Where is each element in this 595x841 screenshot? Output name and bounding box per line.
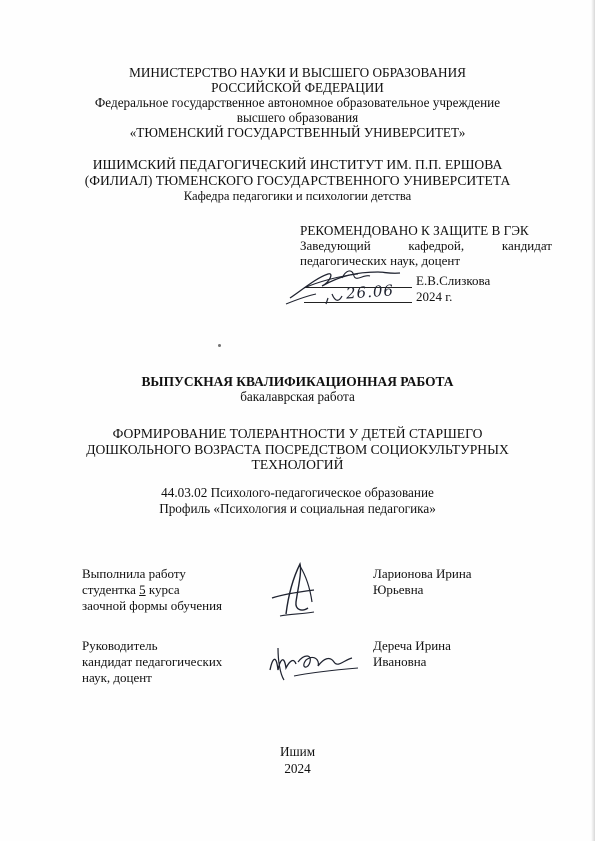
- recommendation-title: РЕКОМЕНДОВАНО К ЗАЩИТЕ В ГЭК: [300, 223, 529, 238]
- ministry-header: [0, 65, 595, 140]
- institute-line-1: ИШИМСКИЙ ПЕДАГОГИЧЕСКИЙ ИНСТИТУТ ИМ. П.П. ЕРШОВА: [92, 157, 503, 172]
- footer-year: 2024: [284, 761, 311, 776]
- topic-line-3: ТЕХНОЛОГИЙ: [251, 457, 344, 472]
- institute-header: [0, 157, 595, 203]
- supervisor-name-1: Дереча Ирина: [373, 638, 451, 653]
- author-name-1: Ларионова Ирина: [373, 566, 472, 581]
- head-degree: педагогических наук, доцент: [300, 253, 461, 268]
- supervisor-label-3: наук, доцент: [82, 670, 152, 685]
- head-word-2: кафедрой,: [408, 238, 465, 253]
- supervisor-label-1: Руководитель: [82, 638, 158, 653]
- course-number: 5: [139, 582, 146, 597]
- author-label-1: Выполнила работу: [82, 566, 186, 581]
- specialty-profile: Профиль «Психология и социальная педагогика»: [159, 501, 436, 516]
- institute-line-2: (ФИЛИАЛ) ТЮМЕНСКОГО ГОСУДАРСТВЕННОГО УНИВЕРСИТЕТА: [84, 173, 511, 188]
- author-labels: [82, 566, 222, 614]
- department-name: Кафедра педагогики и психологии детства: [183, 189, 412, 203]
- thesis-topic: [0, 426, 595, 473]
- author-label-2: студентка 5 курса: [82, 582, 180, 597]
- recommendation-block: [300, 223, 552, 268]
- author-signature-icon: [262, 558, 324, 620]
- author-label-3: заочной формы обучения: [82, 598, 223, 613]
- work-title-block: [0, 374, 595, 404]
- header-line-1: МИНИСТЕРСТВО НАУКИ И ВЫСШЕГО ОБРАЗОВАНИЯ: [129, 65, 466, 80]
- topic-line-1: ФОРМИРОВАНИЕ ТОЛЕРАНТНОСТИ У ДЕТЕЙ СТАРШЕГО: [112, 426, 483, 441]
- supervisor-name: [373, 638, 451, 670]
- recommendation-year: 2024 г.: [416, 289, 453, 304]
- specialty-block: [0, 485, 595, 517]
- topic-line-2: ДОШКОЛЬНОГО ВОЗРАСТА ПОСРЕДСТВОМ СОЦИОКУЛЬТУРНЫХ: [86, 441, 509, 457]
- specialty-code: 44.03.02 Психолого-педагогическое образование: [161, 485, 434, 500]
- supervisor-labels: [82, 638, 222, 686]
- work-level: бакалаврская работа: [240, 389, 355, 404]
- handwritten-date: 26.06: [345, 281, 395, 303]
- header-line-5: «ТЮМЕНСКИЙ ГОСУДАРСТВЕННЫЙ УНИВЕРСИТЕТ»: [129, 125, 466, 140]
- head-name: Е.В.Слизкова: [416, 273, 491, 288]
- head-position-row: [300, 238, 552, 253]
- stray-mark: [218, 344, 221, 347]
- header-line-4: высшего образования: [236, 110, 359, 125]
- header-line-3: Федеральное государственное автономное образовательное учреждение: [94, 95, 501, 110]
- author-name-2: Юрьевна: [373, 582, 424, 597]
- city-name: Ишим: [279, 744, 316, 759]
- supervisor-signature-icon: [264, 640, 364, 684]
- author-name: [373, 566, 472, 598]
- head-word-1: Заведующий: [300, 238, 371, 253]
- supervisor-name-2: Ивановна: [373, 654, 427, 669]
- work-type: ВЫПУСКНАЯ КВАЛИФИКАЦИОННАЯ РАБОТА: [141, 374, 454, 389]
- head-word-3: кандидат: [501, 238, 552, 253]
- supervisor-label-2: кандидат педагогических: [82, 654, 223, 669]
- header-line-2: РОССИЙСКОЙ ФЕДЕРАЦИИ: [211, 80, 384, 95]
- footer-place-year: [0, 743, 595, 777]
